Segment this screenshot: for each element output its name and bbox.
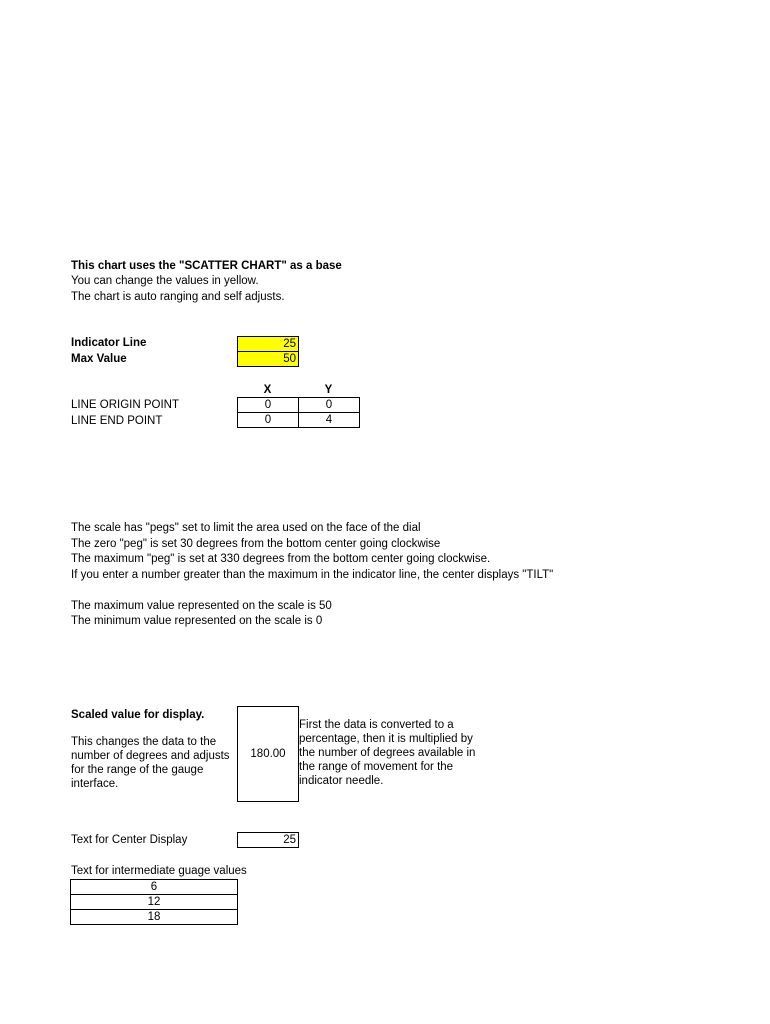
indicator-line-input[interactable]: 25 xyxy=(237,336,299,352)
intro-title: This chart uses the "SCATTER CHART" as a base xyxy=(71,260,342,272)
line-end-label: LINE END POINT xyxy=(71,415,163,427)
line-origin-label: LINE ORIGIN POINT xyxy=(71,399,179,411)
intro-line-2: The chart is auto ranging and self adjusts. xyxy=(71,291,285,303)
end-x-cell: 0 xyxy=(237,412,299,428)
y-header: Y xyxy=(324,384,333,396)
intro-line-1: You can change the values in yellow. xyxy=(71,275,259,287)
intermediate-values-label: Text for intermediate guage values xyxy=(71,865,247,877)
scaled-value-title: Scaled value for display. xyxy=(71,709,205,721)
scaled-value-explanation: First the data is converted to a percentage, then it is multiplied by the number of degrees available in the range of movement for the indicator needle. xyxy=(299,719,476,787)
scale-note-4: If you enter a number greater than the maximum in the indicator line, the center displays "TILT" xyxy=(71,569,554,581)
origin-y-cell: 0 xyxy=(298,397,360,413)
intermediate-value-cell: 12 xyxy=(70,894,238,910)
max-value-label: Max Value xyxy=(71,353,127,365)
center-display-input[interactable]: 25 xyxy=(237,832,299,848)
scaled-value-cell: 180.00 xyxy=(237,706,299,802)
min-value-note: The minimum value represented on the scale is 0 xyxy=(71,615,323,627)
max-value-input[interactable]: 50 xyxy=(237,351,299,367)
indicator-line-label: Indicator Line xyxy=(71,337,147,349)
origin-x-cell: 0 xyxy=(237,397,299,413)
max-value-note: The maximum value represented on the scale is 50 xyxy=(71,600,332,612)
intermediate-value-cell: 18 xyxy=(70,909,238,925)
scale-note-1: The scale has "pegs" set to limit the area used on the face of the dial xyxy=(71,522,421,534)
intermediate-value-cell: 6 xyxy=(70,879,238,895)
scaled-value-description: This changes the data to the number of degrees and adjusts for the range of the gauge interface. xyxy=(71,736,230,790)
center-display-label: Text for Center Display xyxy=(71,834,188,846)
x-header: X xyxy=(263,384,272,396)
scale-note-3: The maximum "peg" is set at 330 degrees from the bottom center going clockwise. xyxy=(71,553,491,565)
scale-note-2: The zero "peg" is set 30 degrees from the bottom center going clockwise xyxy=(71,538,441,550)
end-y-cell: 4 xyxy=(298,412,360,428)
